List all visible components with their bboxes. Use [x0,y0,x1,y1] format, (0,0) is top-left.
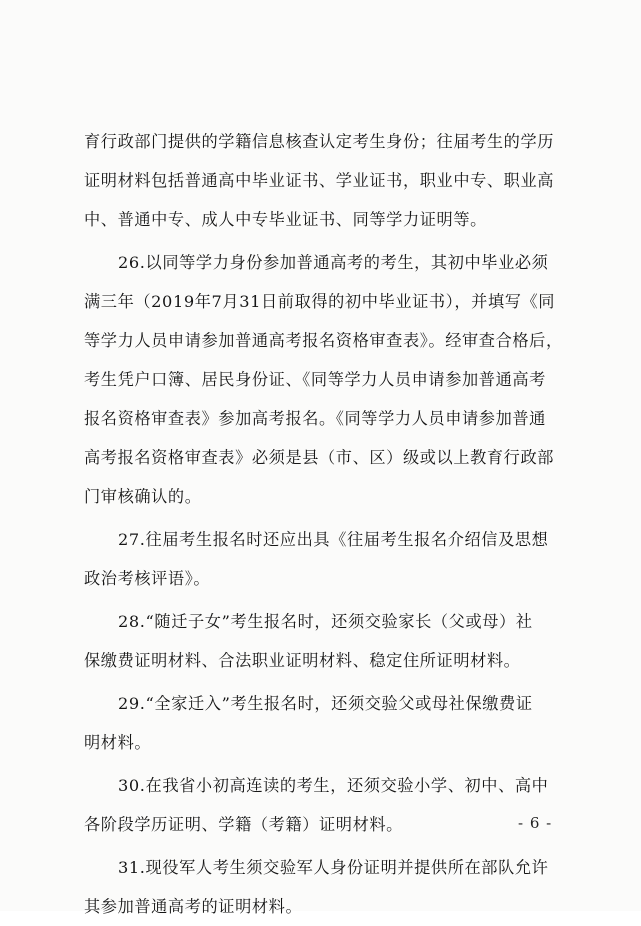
text-line: 31.现役军人考生须交验军人身份证明并提供所在部队允许 [118,858,549,877]
text-line: 等学力人员申请参加普通高考报名资格审查表》。经审查合格后， [84,331,563,350]
text-line: 报名资格审查表》参加高考报名。《同等学力人员申请参加普通 [84,409,546,428]
text-line: 门审核确认的。 [84,487,202,506]
document-body [84,122,574,926]
text-line: 26.以同等学力身份参加普通高考的考生，其初中毕业必须 [118,253,549,272]
text-line: 各阶段学历证明、学籍（考籍）证明材料。 [84,815,403,834]
text-line: 满三年（2019年7月31日前取得的初中毕业证书），并填写《同 [84,292,556,311]
text-line: 保缴费证明材料、合法职业证明材料、稳定住所证明材料。 [84,651,521,670]
page-number: - 6 - [518,814,553,832]
paragraph-continued [84,122,574,239]
text-line: 考生凭户口簿、居民身份证、《同等学力人员申请参加普通高考 [84,370,546,389]
text-line: 28.“随迁子女”考生报名时，还须交验家长（父或母）社 [118,612,533,631]
paragraph-item-31 [84,848,574,926]
paragraph-item-30 [84,766,574,844]
paragraph-item-29 [84,684,574,762]
paragraph-item-28 [84,602,574,680]
text-line: 中、普通中专、成人中专毕业证书、同等学力证明等。 [84,210,487,229]
text-line: 其参加普通高考的证明材料。 [84,897,303,916]
text-line: 29.“全家迁入”考生报名时，还须交验父或母社保缴费证 [118,694,533,713]
paragraph-item-27 [84,520,574,598]
text-line: 高考报名资格审查表》必须是县（市、区）级或以上教育行政部 [84,448,555,467]
paragraph-item-26 [84,243,574,516]
text-line: 明材料。 [84,733,152,752]
text-line: 证明材料包括普通高中毕业证书、学业证书，职业中专、职业高 [84,171,555,190]
text-line: 30.在我省小初高连读的考生，还须交验小学、初中、高中 [118,776,549,795]
text-line: 政治考核评语》。 [84,569,211,588]
text-line: 育行政部门提供的学籍信息核查认定考生身份；往届考生的学历 [84,132,555,151]
text-line: 27.往届考生报名时还应出具《往届考生报名介绍信及思想 [118,530,549,549]
